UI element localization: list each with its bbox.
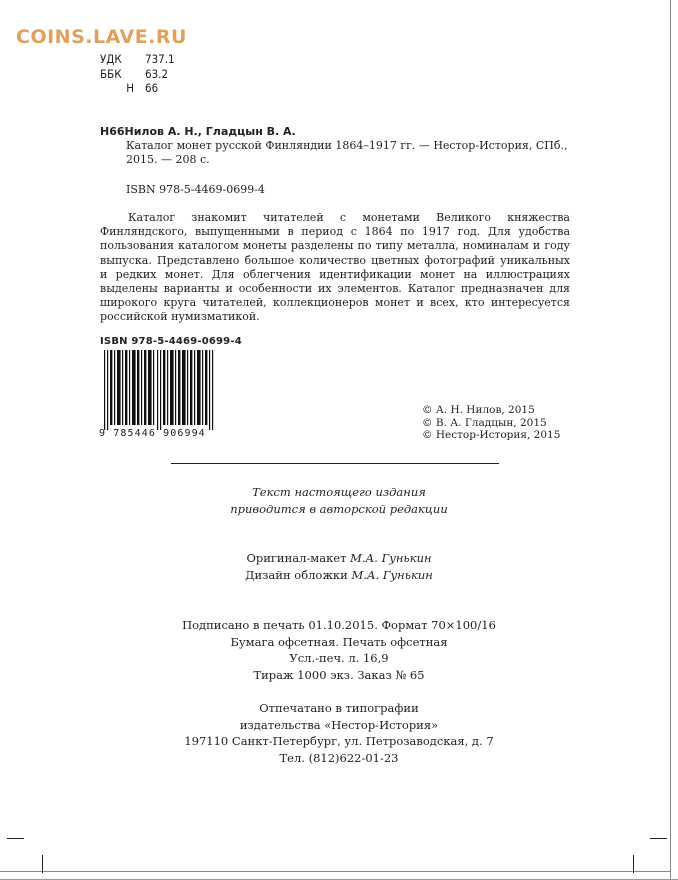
printer-info bbox=[0, 700, 678, 766]
credit-cover bbox=[0, 567, 678, 584]
credit-person: М.А. Гунькин bbox=[351, 567, 433, 582]
authors: Нилов А. Н., Гладцын В. А. bbox=[124, 125, 296, 138]
print-info bbox=[0, 617, 678, 683]
page-border-bottom bbox=[0, 871, 671, 872]
note-line: приводится в авторской редакции bbox=[230, 501, 448, 516]
barcode-isbn-label: ISBN 978-5-4469-0699-4 bbox=[100, 336, 242, 347]
author-mark-row bbox=[100, 81, 175, 96]
note-line: Текст настоящего издания bbox=[252, 485, 426, 499]
credits bbox=[0, 550, 678, 583]
code-value: 63.2 bbox=[145, 66, 169, 81]
code-value: 66 bbox=[145, 81, 159, 95]
barcode-digits: 9 785446 906994 bbox=[99, 428, 206, 439]
copyright-line: © А. Н. Нилов, 2015 bbox=[422, 404, 535, 416]
udk-row bbox=[100, 52, 175, 67]
classification-codes bbox=[100, 52, 175, 96]
author-mark: Н66 bbox=[100, 125, 125, 138]
credit-person: М.А. Гунькин bbox=[350, 551, 432, 565]
crop-mark bbox=[7, 838, 24, 839]
print-info-line: Бумага офсетная. Печать офсетная bbox=[230, 634, 448, 649]
watermark: COINS.LAVE.RU bbox=[16, 26, 187, 48]
code-key: ББК bbox=[100, 66, 122, 81]
printer-line: Отпечатано в типографии bbox=[259, 701, 419, 715]
editorial-note bbox=[0, 484, 678, 517]
print-info-line: Подписано в печать 01.10.2015. Формат 70×100/16 bbox=[182, 618, 496, 632]
annotation bbox=[100, 211, 570, 325]
isbn-text: ISBN 978-5-4469-0699-4 bbox=[126, 183, 265, 196]
printer-line: Тел. (812)622-01-23 bbox=[279, 750, 399, 765]
copyright-line: © В. А. Гладцын, 2015 bbox=[422, 416, 547, 429]
code-key: Н bbox=[126, 81, 134, 95]
credit-role: Оригинал-макет bbox=[246, 551, 347, 565]
copyright-line: © Нестор-История, 2015 bbox=[422, 429, 561, 441]
bibliographic-record bbox=[100, 125, 570, 167]
biblio-year: 2015. — 208 с. bbox=[126, 153, 210, 166]
crop-mark bbox=[650, 838, 667, 839]
code-key: УДК bbox=[100, 52, 122, 66]
credit-layout bbox=[0, 550, 678, 567]
copyright-block bbox=[422, 404, 560, 442]
crop-mark bbox=[633, 855, 634, 873]
annotation-text: Каталог знакомит читателей с монетами Великого княжества Финляндского, выпущенными в период с 1864 по 1917 год. Для удобства пользования каталогом монеты разделены по типу металла, номиналам и году выпуска. Представлено большое количество цветных фотографий уникальных и редких монет. Для облегчения идентификации монет на иллюстрациях выделены варианты и особенности их элементов. Каталог предназначен для широкого круга читателей, коллекционеров монет и всех, кто интересуется российской нумизматикой. bbox=[100, 211, 570, 324]
print-info-line: Тираж 1000 экз. Заказ № 65 bbox=[253, 667, 425, 682]
print-info-line: Усл.-печ. л. 16,9 bbox=[289, 651, 389, 665]
printer-line: издательства «Нестор-История» bbox=[239, 717, 439, 732]
printer-line: 197110 Санкт-Петербург, ул. Петрозаводская, д. 7 bbox=[184, 734, 494, 748]
bbk-row bbox=[100, 67, 175, 82]
divider-line bbox=[171, 463, 499, 464]
credit-role: Дизайн обложки bbox=[245, 567, 348, 582]
biblio-title: Каталог монет русской Финляндии 1864–1917 гг. — Нестор-История, СПб., bbox=[126, 139, 568, 152]
barcode-image bbox=[100, 350, 222, 430]
code-value: 737.1 bbox=[145, 52, 175, 66]
crop-mark bbox=[42, 855, 43, 873]
